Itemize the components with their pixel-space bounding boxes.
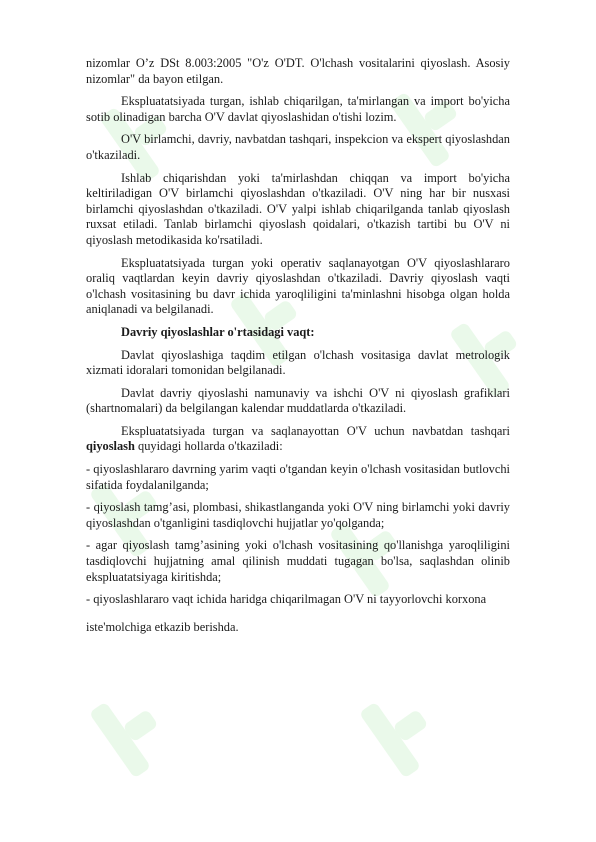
list-item: - agar qiyoslash tamg’asining yoki o'lchash vositasining qo'llanishga yaroqliligini tasdiqlovchi hujjatning amal qilinish muddati tugagan bo'lsa, saqlashdan olinib ekspluatatsiyaga kiritishda; bbox=[86, 538, 510, 584]
list-item-continuation: iste'molchiga etkazib berishda. bbox=[86, 619, 239, 634]
paragraph-davriy-qiyoslash: Ekspluatatsiyada turgan yoki operativ saqlanayotgan O'V qiyoslashlararo oraliq vaqtlardan keyin davriy qiyoslashdan o'tkaziladi. Davriy qiyoslash vaqti o'lchash vositasining bu davr ichida yaroqliligini ta'minlashni hisobga olgan holda aniqlanadi va belgilanadi. bbox=[86, 255, 510, 317]
paragraph-kalendar-muddatlar: Davlat davriy qiyoslashi namunaviy va ishchi O'V ni qiyoslash grafiklari (shartnomalari) da belgilangan kalendar muddatlarda o'tkaziladi. bbox=[86, 385, 510, 416]
paragraph-ekspluatatsiya: Ekspluatatsiyada turgan, ishlab chiqarilgan, ta'mirlangan va import bo'yicha sotib olinadigan barcha O'V davlat qiyoslashidan o'tishi lozim. bbox=[86, 94, 510, 124]
paragraph-text: quyidagi hollarda o'tkaziladi: bbox=[134, 439, 283, 454]
bold-term: qiyoslash bbox=[86, 439, 135, 454]
document-body bbox=[86, 56, 510, 642]
list-item: - qiyoslashlararo davrning yarim vaqti o'tgandan keyin o'lchash vositasidan butlovchi sifatida foydalanilganda; bbox=[86, 462, 510, 492]
paragraph-text: Ekspluatatsiyada turgan va saqlanayottan O'V uchun navbatdan tashqari bbox=[121, 423, 510, 438]
list-item: - qiyoslashlararo vaqt ichida haridga chiqarilmagan O'V ni tayyorlovchi korxona bbox=[86, 592, 487, 607]
paragraph-continuation: nizomlar O’z DSt 8.003:2005 "O'z O'DT. O'lchash vositalarini qiyoslash. Asosiy nizomlar" da bayon etilgan. bbox=[86, 56, 510, 86]
list-item: - qiyoslash tamg’asi, plombasi, shikastlanganda yoki O'V ning birlamchi yoki davriy qiyoslashdan o'tganligini tasdiqlovchi hujjatlar yo'qolganda; bbox=[86, 500, 510, 530]
paragraph-qiyoslash-turlari: O'V birlamchi, davriy, navbatdan tashqari, inspekcion va ekspert qiyoslashdan o'tkaziladi. bbox=[86, 132, 510, 162]
paragraph-davlat-qiyoslashi: Davlat qiyoslashiga taqdim etilgan o'lchash vositasiga davlat metrologik xizmati idoralari tomonidan belgilanadi. bbox=[86, 347, 510, 378]
paragraph-birlamchi-qiyoslash: Ishlab chiqarishdan yoki ta'mirlashdan chiqqan va import bo'yicha keltiriladigan O'V birlamchi qiyoslashdan o'tkaziladi. O'V ning har bir nusxasi birlamchi qiyoslashdan o'tkaziladi. O'V yalpi ishlab chiqarilganda tanlab qiyoslash ruxsat etiladi. Tanlab birlamchi qiyoslash qoidalari, o'tkazish tartibi bu O'V ni qiyoslash metodikasida ko'rsatiladi. bbox=[86, 170, 510, 247]
section-heading: Davriy qiyoslashlar o'rtasidagi vaqt: bbox=[121, 324, 315, 339]
paragraph-navbatdan-tashqari bbox=[86, 424, 510, 455]
